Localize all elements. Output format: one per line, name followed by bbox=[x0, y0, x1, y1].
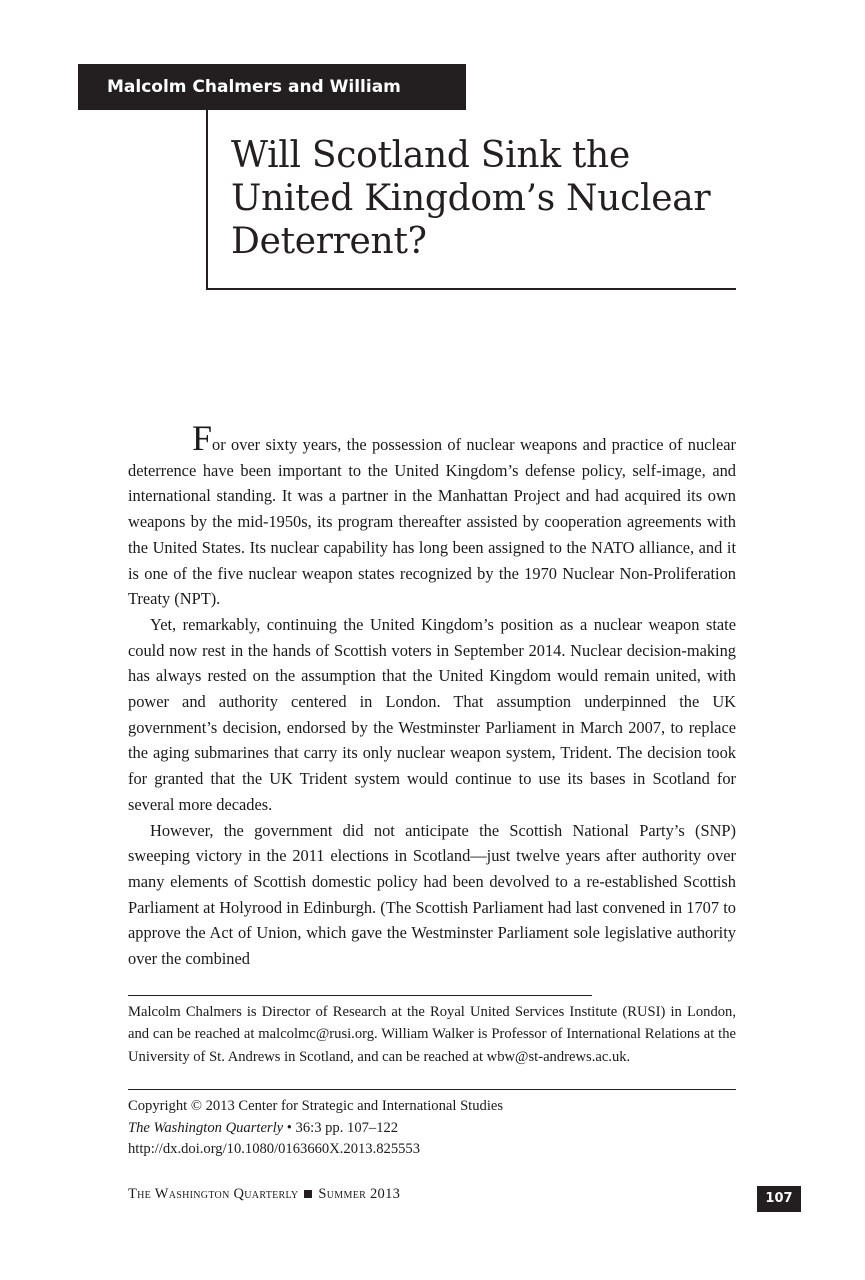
drop-cap: F bbox=[192, 418, 213, 458]
title-line: Deterrent? bbox=[231, 221, 427, 262]
doi-line: http://dx.doi.org/10.1080/0163660X.2013.825553 bbox=[128, 1141, 421, 1157]
author-names: Malcolm Chalmers and William Walker bbox=[107, 77, 401, 143]
title-vertical-rule bbox=[206, 110, 208, 290]
citation-details: • 36:3 pp. 107–122 bbox=[283, 1119, 399, 1136]
footer-journal: The Washington Quarterly bbox=[128, 1186, 299, 1202]
footnote-rule bbox=[128, 995, 592, 996]
paragraph-text: or over sixty years, the possession of nuclear weapons and practice of nuclear deterrence have been important to the United Kingdom’s defense policy, self-image, and international standing. It was a partner in the Manhattan Project and had acquired its own weapons by the mid-1950s, its program thereafter assisted by cooperation agreements with the United States. Its nuclear capability has long been assigned to the NATO alliance, and it is one of the five nuclear weapon states recognized by the 1970 Nuclear Non-Proliferation Treaty (NPT). bbox=[128, 435, 736, 609]
body-paragraph: Yet, remarkably, continuing the United Kingdom’s position as a nuclear weapon state could now rest in the hands of Scottish voters in September 2014. Nuclear decision-making has always rested on the assumption that the United Kingdom would remain united, with power and authority centered in London. That assumption underpinned the UK government’s decision, endorsed by the Westminster Parliament in March 2007, to replace the aging submarines that carry its only nuclear weapon system, Trident. The decision took for granted that the UK Trident system would continue to use its bases in Scotland for several more decades. bbox=[128, 614, 736, 814]
citation-line bbox=[128, 1118, 736, 1140]
body-paragraph bbox=[128, 418, 736, 612]
article-body bbox=[128, 418, 736, 972]
copyright-block bbox=[128, 1096, 736, 1161]
title-line: United Kingdom’s Nuclear bbox=[231, 178, 711, 219]
running-footer bbox=[128, 1186, 400, 1203]
copyright-line: Copyright © 2013 Center for Strategic and International Studies bbox=[128, 1098, 504, 1114]
journal-name: The Washington Quarterly bbox=[128, 1119, 284, 1136]
title-line: Will Scotland Sink the bbox=[231, 135, 630, 176]
body-paragraph: However, the government did not anticipate the Scottish National Party’s (SNP) sweeping victory in the 2011 elections in Scotland—just twelve years after authority over many elements of Scottish domestic policy had been devolved to a re-established Scottish Parliament at Holyrood in Edinburgh. (The Scottish Parliament had last convened in 1707 to approve the Act of Union, which gave the Westminster Parliament sole legislative authority over the combined bbox=[128, 820, 736, 969]
page-number: 107 bbox=[757, 1186, 801, 1212]
author-footnote: Malcolm Chalmers is Director of Research at the Royal United Services Institute (RUSI) in London, and can be reached at malcolmc@rusi.org. William Walker is Professor of International Relations at the University of St. Andrews in Scotland, and can be reached at wbw@st-andrews.ac.uk. bbox=[128, 1004, 736, 1065]
footer-issue: Summer 2013 bbox=[318, 1186, 401, 1202]
copyright-rule bbox=[128, 1089, 736, 1090]
article-title bbox=[231, 134, 731, 263]
title-horizontal-rule bbox=[206, 288, 736, 290]
author-banner bbox=[78, 64, 466, 143]
square-bullet-icon bbox=[304, 1190, 312, 1198]
